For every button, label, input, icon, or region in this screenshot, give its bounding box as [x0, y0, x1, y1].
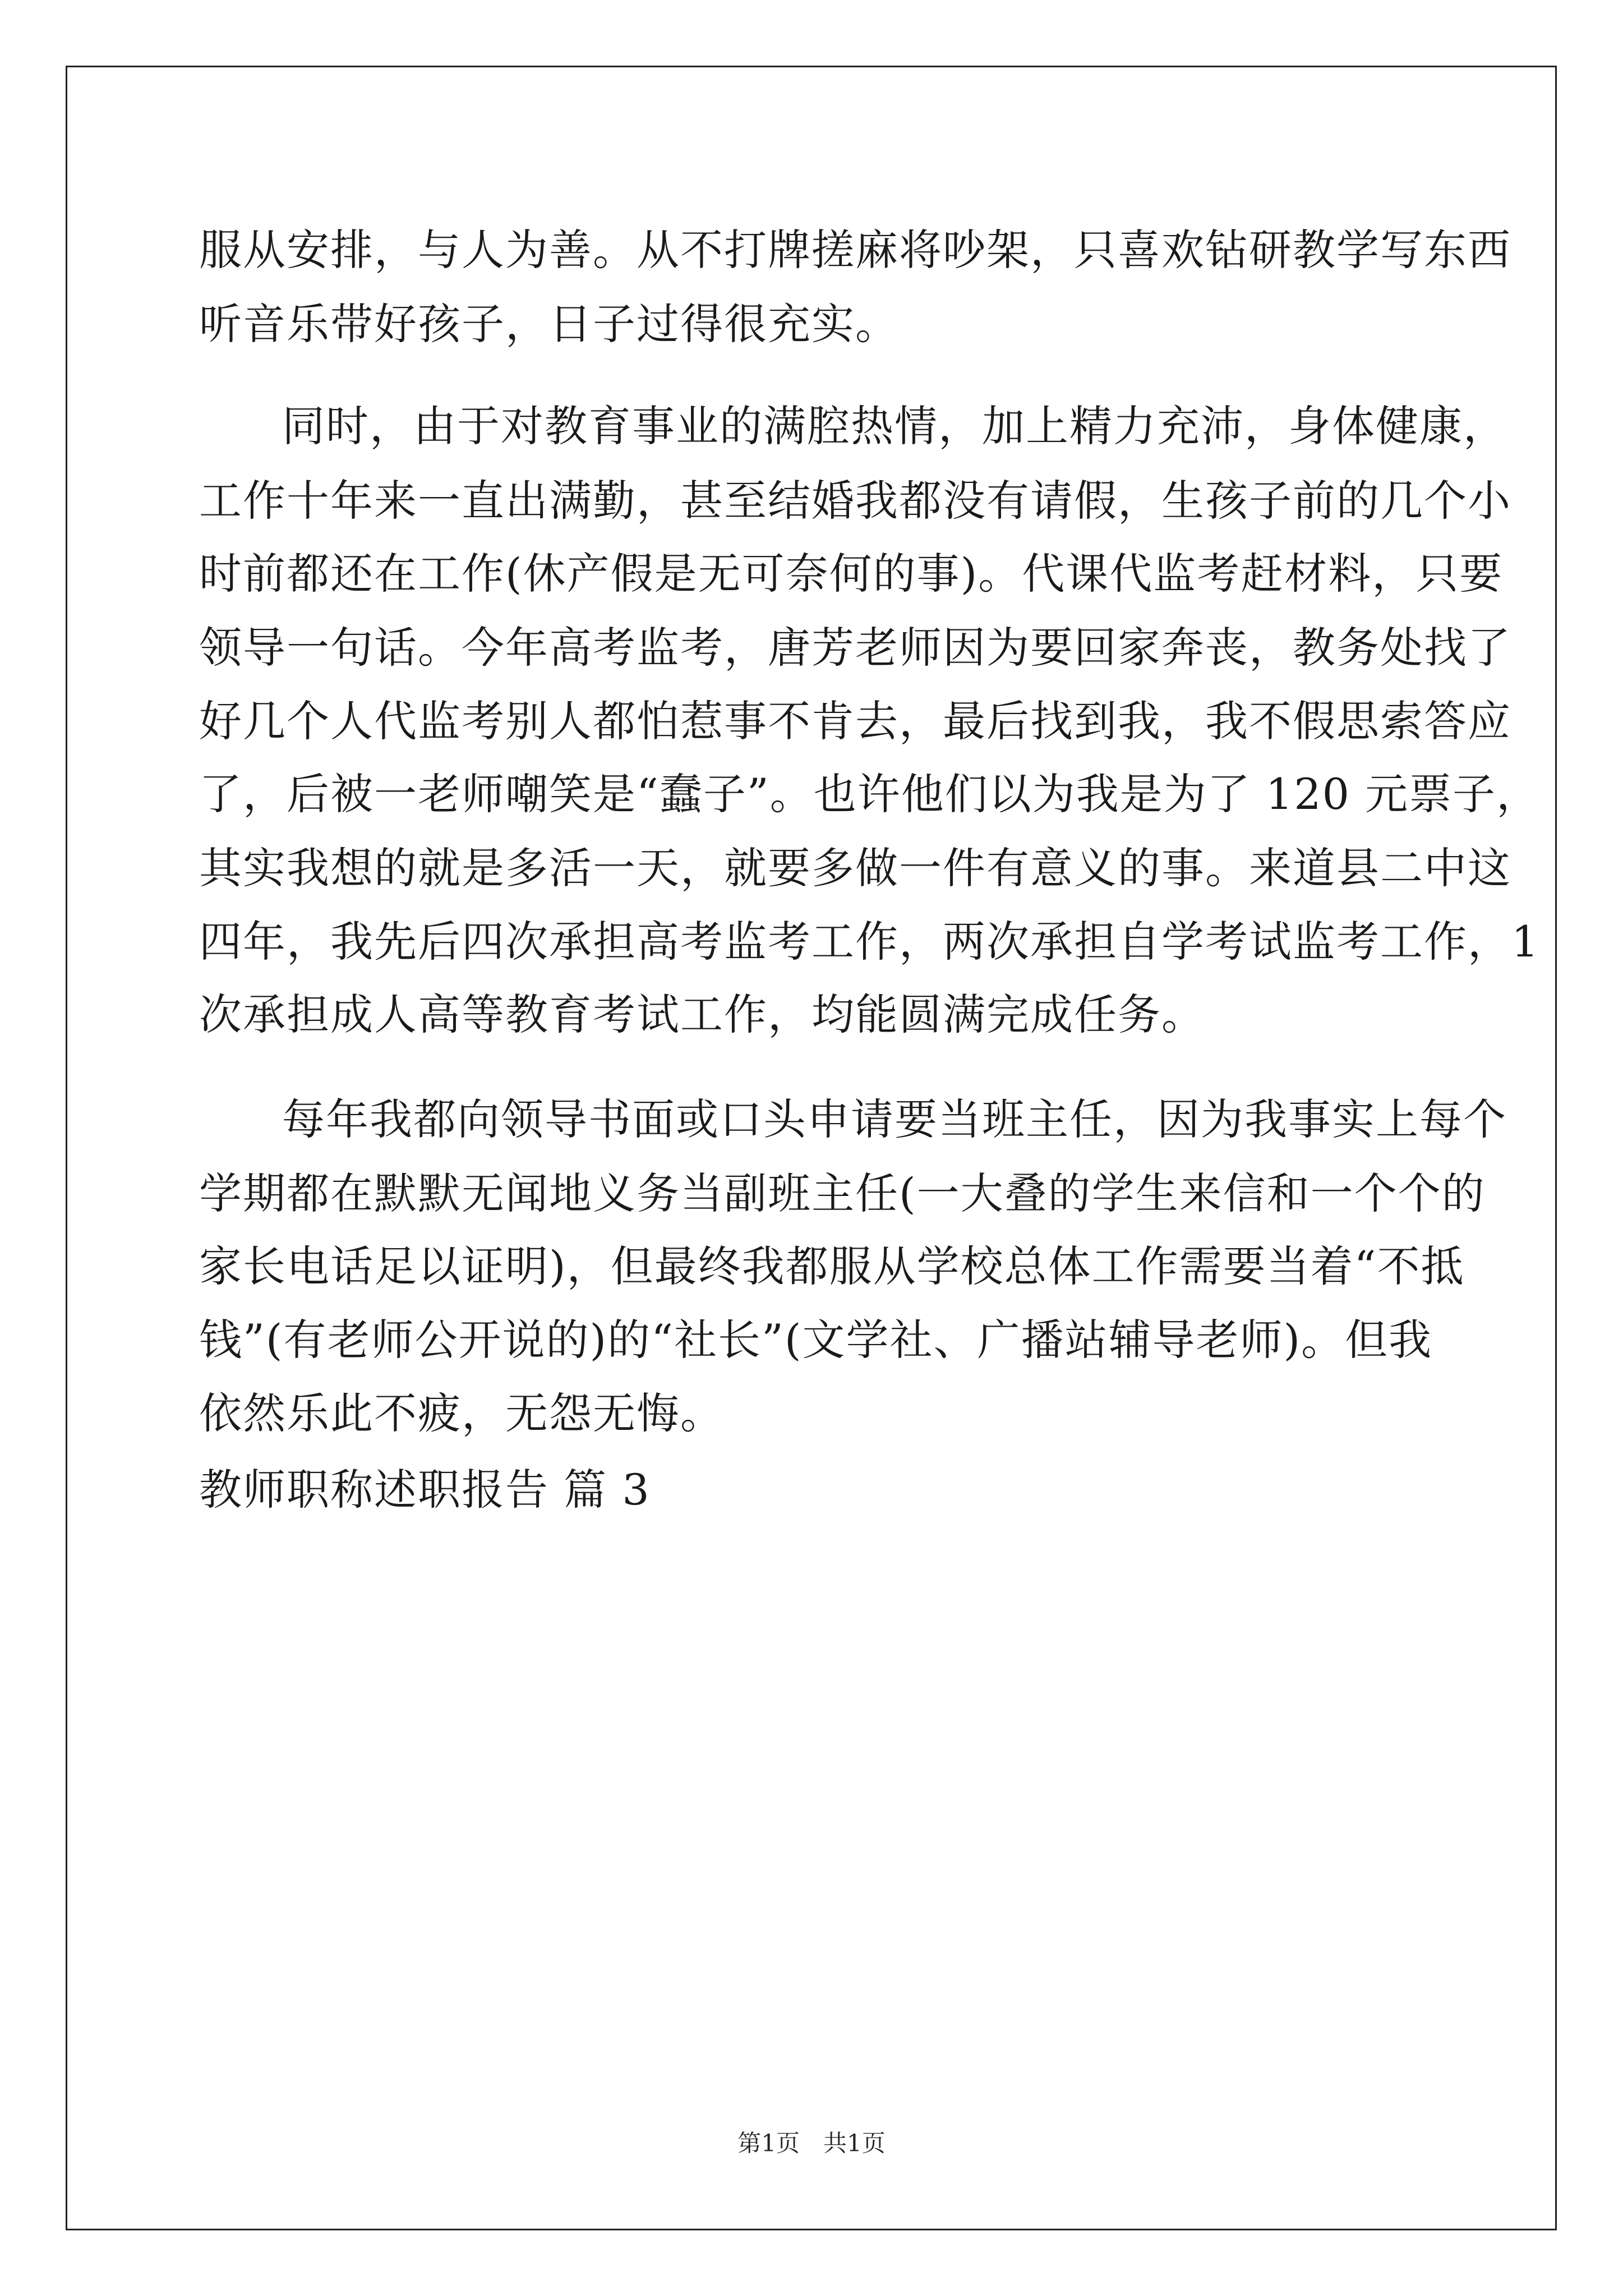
page-number-footer: 第1页 共1页: [737, 2129, 886, 2157]
text-line: 领导一句话。今年高考监考，唐芳老师因为要回家奔丧，教务处找了: [199, 623, 1511, 673]
text-line: 学期都在默默无闻地义务当副班主任(一大叠的学生来信和一个个的: [199, 1168, 1486, 1218]
text-line: 同时，由于对教育事业的满腔热情，加上精力充沛，身体健康，: [282, 401, 1507, 451]
text-line: 时前都还在工作(休产假是无可奈何的事)。代课代监考赶材料，只要: [199, 549, 1504, 599]
text-line: 其实我想的就是多活一天，就要多做一件有意义的事。来道县二中这: [199, 843, 1511, 893]
section-heading: 教师职称述职报告 篇 3: [199, 1465, 651, 1515]
text-line: 钱”(有老师公开说的)的“社长”(文学社、广播站辅导老师)。但我: [199, 1315, 1433, 1365]
text-line: 工作十年来一直出满勤，甚至结婚我都没有请假，生孩子前的几个小: [199, 476, 1511, 526]
text-line: 了，后被一老师嘲笑是“蠢子”。也许他们以为我是为了 120 元票子，: [199, 769, 1541, 819]
text-line: 服从安排，与人为善。从不打牌搓麻将吵架，只喜欢钻研教学写东西: [199, 225, 1511, 275]
text-line: 次承担成人高等教育考试工作，均能圆满完成任务。: [199, 990, 1205, 1039]
text-line: 听音乐带好孩子，日子过得很充实。: [199, 299, 899, 349]
text-line: 好几个人代监考别人都怕惹事不肯去，最后找到我，我不假思索答应: [199, 696, 1511, 746]
text-line: 每年我都向领导书面或口头申请要当班主任，因为我事实上每个: [282, 1094, 1507, 1144]
text-line: 家长电话足以证明)，但最终我都服从学校总体工作需要当着“不抵: [199, 1241, 1465, 1291]
text-line: 依然乐此不疲，无怨无悔。: [199, 1388, 724, 1438]
page-border: [66, 66, 1557, 2230]
text-line: 四年，我先后四次承担高考监考工作，两次承担自学考试监考工作，1: [199, 917, 1540, 967]
